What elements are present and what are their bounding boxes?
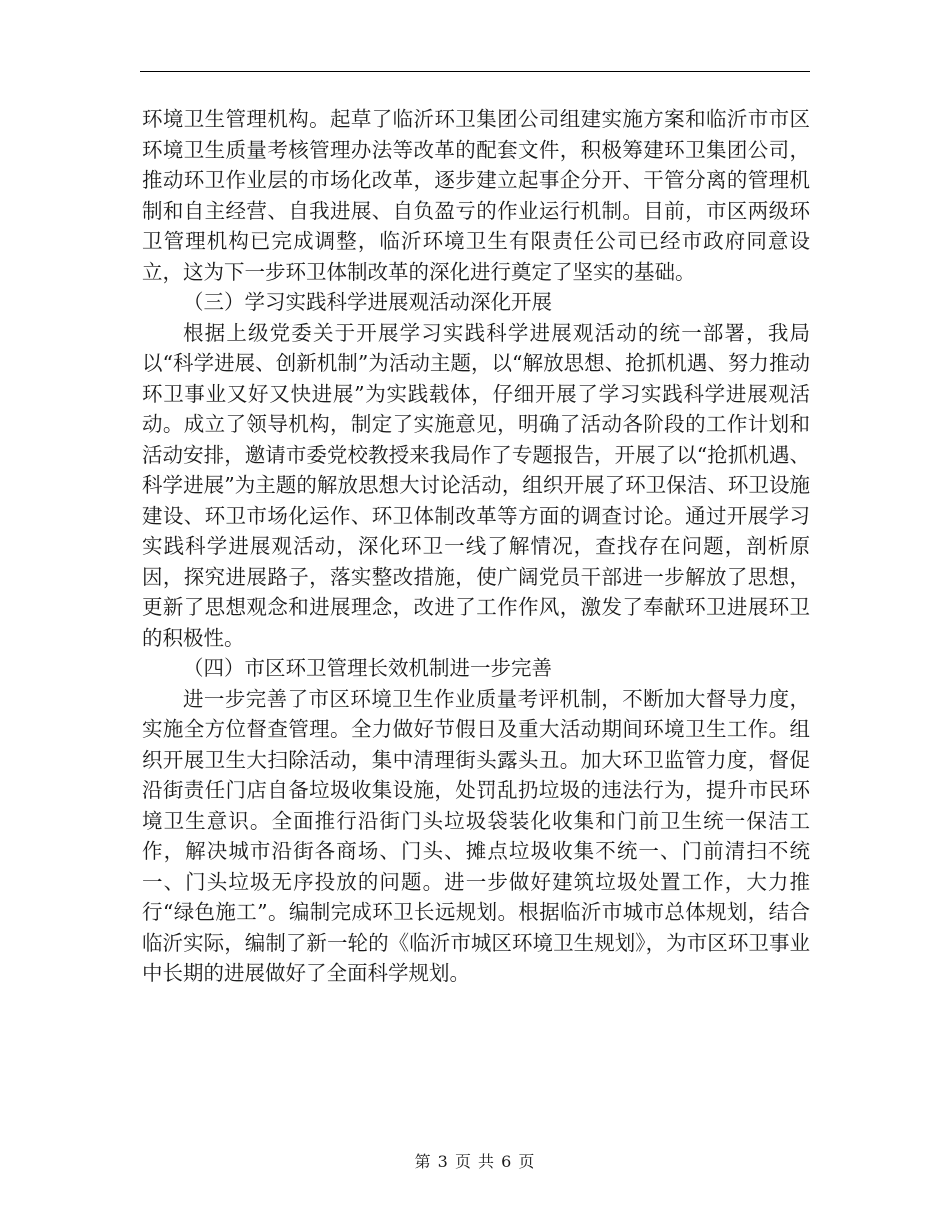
paragraph-long-term-mechanism: 进一步完善了市区环境卫生作业质量考评机制，不断加大督导力度，实施全方位督查管理。全力做好节假日及重大活动期间环境卫生工作。组织开展卫生大扫除活动，集中清理街头露头丑。加大环卫监管力度，督促沿街责任门店自备垃圾收集设施，处罚乱扔垃圾的违法行为，提升市民环境卫生意识。全面推行沿街门头垃圾袋装化收集和门前卫生统一保洁工作，解决城市沿街各商场、门头、摊点垃圾收集不统一、门前清扫不统一、门头垃圾无序投放的问题。进一步做好建筑垃圾处置工作，大力推行“绿色施工”。编制完成环卫长远规划。根据临沂市城市总体规划，结合临沂实际，编制了新一轮的《临沂市城区环境卫生规划》，为市区环卫事业中长期的进展做好了全面科学规划。	[142, 686, 810, 985]
section-heading-4: （四）市区环卫管理长效机制进一步完善	[183, 656, 552, 680]
paragraph-continuation: 环境卫生管理机构。起草了临沂环卫集团公司组建实施方案和临沂市市区环境卫生质量考核管理办法等改革的配套文件，积极筹建环卫集团公司，推动环卫作业层的市场化改革，逐步建立起事企分开、干管分离的管理机制和自主经营、自我进展、自负盈亏的作业运行机制。目前，市区两级环卫管理机构已完成调整，临沂环境卫生有限责任公司已经市政府同意设立，这为下一步环卫体制改革的深化进行奠定了坚实的基础。	[142, 107, 810, 284]
document-body	[142, 104, 810, 989]
paragraph-study-practice: 根据上级党委关于开展学习实践科学进展观活动的统一部署，我局以“科学进展、创新机制”为活动主题，以“解放思想、抢抓机遇、努力推动环卫事业又好又快进展”为实践载体，仔细开展了学习实践科学进展观活动。成立了领导机构，制定了实施意见，明确了活动各阶段的工作计划和活动安排，邀请市委党校教授来我局作了专题报告，开展了以“抢抓机遇、科学进展”为主题的解放思想大讨论活动，组织开展了环卫保洁、环卫设施建设、环卫市场化运作、环卫体制改革等方面的调查讨论。通过开展学习实践科学进展观活动，深化环卫一线了解情况，查找存在问题，剖析原因，探究进展路子，落实整改措施，使广阔党员干部进一步解放了思想，更新了思想观念和进展理念，改进了工作作风，激发了奉献环卫进展环卫的积极性。	[142, 320, 810, 650]
header-rule	[140, 71, 810, 72]
section-heading-3: （三）学习实践科学进展观活动深化开展	[183, 290, 552, 314]
page-number-footer: 第 3 页 共 6 页	[414, 1152, 536, 1171]
